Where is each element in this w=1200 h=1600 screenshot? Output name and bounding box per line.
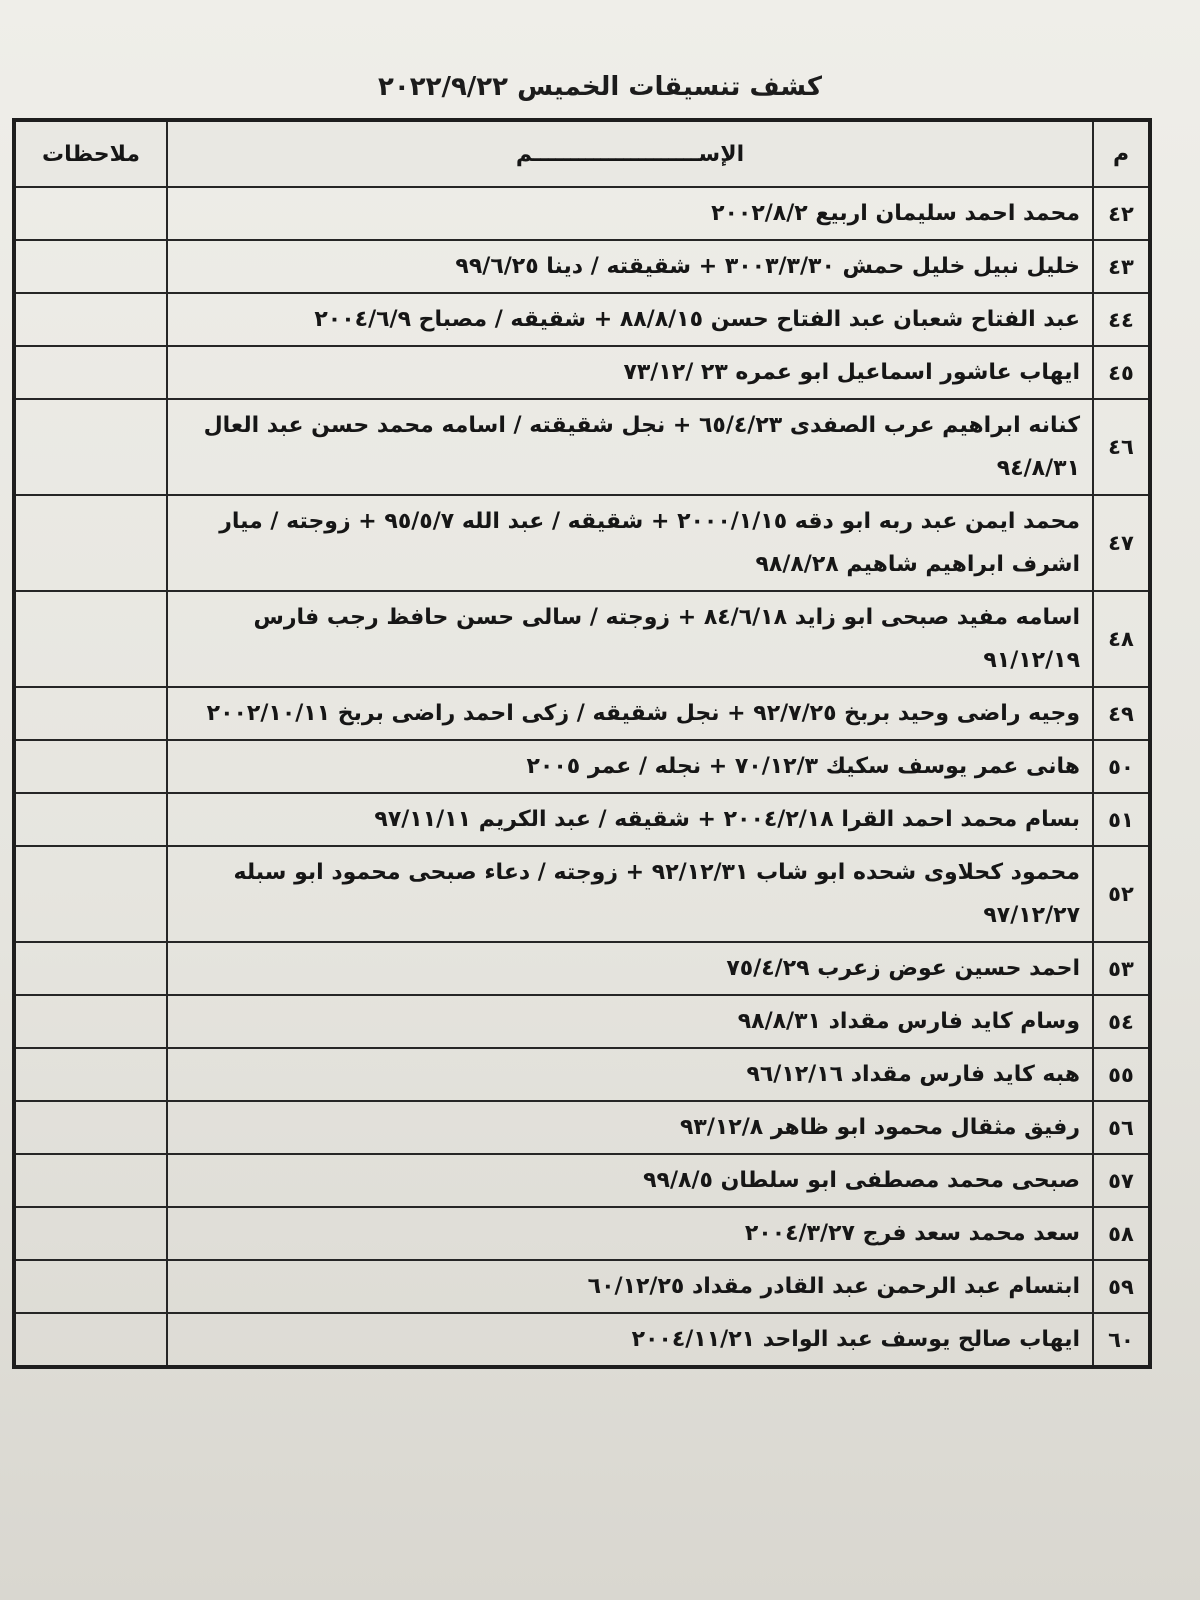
row-number: ٥٧ <box>1093 1154 1150 1207</box>
row-number: ٤٥ <box>1093 346 1150 399</box>
row-number: ٤٧ <box>1093 495 1150 591</box>
row-number: ٥٤ <box>1093 995 1150 1048</box>
row-notes <box>14 687 167 740</box>
row-name: احمد حسين عوض زعرب ٧٥/٤/٢٩ <box>167 942 1093 995</box>
table-row <box>14 793 1150 846</box>
row-name: صبحى محمد مصطفى ابو سلطان ٩٩/٨/٥ <box>167 1154 1093 1207</box>
row-name: بسام محمد احمد القرا ٢٠٠٤/٢/١٨ + شقيقه / عبد الكريم ٩٧/١١/١١ <box>167 793 1093 846</box>
row-notes <box>14 1260 167 1313</box>
header-notes: ملاحظات <box>14 120 167 187</box>
row-notes <box>14 591 167 687</box>
table-row <box>14 187 1150 240</box>
table-row <box>14 293 1150 346</box>
row-notes <box>14 846 167 942</box>
row-name: محمود كحلاوى شحده ابو شاب ٩٢/١٢/٣١ + زوجته / دعاء صبحى محمود ابو سبله ٩٧/١٢/٢٧ <box>167 846 1093 942</box>
row-notes <box>14 740 167 793</box>
table-row <box>14 1207 1150 1260</box>
row-name: خليل نبيل خليل حمش ٣٠٠٣/٣/٣٠ + شقيقته / دينا ٩٩/٦/٢٥ <box>167 240 1093 293</box>
table-row <box>14 346 1150 399</box>
row-notes <box>14 1313 167 1367</box>
row-notes <box>14 293 167 346</box>
row-name: وجيه راضى وحيد بربخ ٩٢/٧/٢٥ + نجل شقيقه / زكى احمد راضى بربخ ٢٠٠٢/١٠/١١ <box>167 687 1093 740</box>
row-name: كنانه ابراهيم عرب الصفدى ٦٥/٤/٢٣ + نجل شقيقته / اسامه محمد حسن عبد العال ٩٤/٨/٣١ <box>167 399 1093 495</box>
table-header-row <box>14 120 1150 187</box>
table-row <box>14 591 1150 687</box>
row-number: ٥٠ <box>1093 740 1150 793</box>
row-notes <box>14 1101 167 1154</box>
table-row <box>14 1154 1150 1207</box>
row-name: ايهاب صالح يوسف عبد الواحد ٢٠٠٤/١١/٢١ <box>167 1313 1093 1367</box>
row-number: ٥١ <box>1093 793 1150 846</box>
row-name: محمد ايمن عبد ربه ابو دقه ٢٠٠٠/١/١٥ + شقيقه / عبد الله ٩٥/٥/٧ + زوجته / ميار اشرف ابراهيم شاهيم ٩٨/٨/٢٨ <box>167 495 1093 591</box>
row-notes <box>14 1048 167 1101</box>
table-row <box>14 495 1150 591</box>
table-row <box>14 740 1150 793</box>
row-name: وسام كايد فارس مقداد ٩٨/٨/٣١ <box>167 995 1093 1048</box>
row-number: ٦٠ <box>1093 1313 1150 1367</box>
row-number: ٤٨ <box>1093 591 1150 687</box>
table-row <box>14 687 1150 740</box>
row-name: سعد محمد سعد فرج ٢٠٠٤/٣/٢٧ <box>167 1207 1093 1260</box>
document-title: كشف تنسيقات الخميس ٢٠٢٢/٩/٢٢ <box>377 72 823 102</box>
header-number: م <box>1093 120 1150 187</box>
row-number: ٤٩ <box>1093 687 1150 740</box>
row-name: اسامه مفيد صبحى ابو زايد ٨٤/٦/١٨ + زوجته / سالى حسن حافظ رجب فارس ٩١/١٢/١٩ <box>167 591 1093 687</box>
table-row <box>14 399 1150 495</box>
row-name: ابتسام عبد الرحمن عبد القادر مقداد ٦٠/١٢/٢٥ <box>167 1260 1093 1313</box>
row-notes <box>14 995 167 1048</box>
table-row <box>14 995 1150 1048</box>
row-notes <box>14 793 167 846</box>
row-number: ٥٣ <box>1093 942 1150 995</box>
table-row <box>14 846 1150 942</box>
table-row <box>14 1260 1150 1313</box>
row-notes <box>14 187 167 240</box>
row-notes <box>14 1207 167 1260</box>
row-number: ٤٤ <box>1093 293 1150 346</box>
row-notes <box>14 346 167 399</box>
row-name: عبد الفتاح شعبان عبد الفتاح حسن ٨٨/٨/١٥ + شقيقه / مصباح ٢٠٠٤/٦/٩ <box>167 293 1093 346</box>
row-number: ٥٩ <box>1093 1260 1150 1313</box>
row-name: هانى عمر يوسف سكيك ٧٠/١٢/٣ + نجله / عمر ٢٠٠٥ <box>167 740 1093 793</box>
table-row <box>14 1101 1150 1154</box>
row-notes <box>14 399 167 495</box>
row-number: ٤٢ <box>1093 187 1150 240</box>
table-row <box>14 1048 1150 1101</box>
row-number: ٥٨ <box>1093 1207 1150 1260</box>
row-notes <box>14 942 167 995</box>
row-notes <box>14 1154 167 1207</box>
table-row <box>14 240 1150 293</box>
row-name: محمد احمد سليمان اربيع ٢٠٠٢/٨/٢ <box>167 187 1093 240</box>
coordination-table <box>12 118 1152 1369</box>
table-row <box>14 942 1150 995</box>
row-number: ٤٦ <box>1093 399 1150 495</box>
row-number: ٥٥ <box>1093 1048 1150 1101</box>
row-number: ٥٢ <box>1093 846 1150 942</box>
row-name: ايهاب عاشور اسماعيل ابو عمره ٢٣ /٧٣/١٢ <box>167 346 1093 399</box>
row-notes <box>14 495 167 591</box>
header-name: الإســــــــــــــــــــــم <box>167 120 1093 187</box>
row-name: رفيق مثقال محمود ابو ظاهر ٩٣/١٢/٨ <box>167 1101 1093 1154</box>
row-name: هبه كايد فارس مقداد ٩٦/١٢/١٦ <box>167 1048 1093 1101</box>
table-row <box>14 1313 1150 1367</box>
row-number: ٤٣ <box>1093 240 1150 293</box>
row-notes <box>14 240 167 293</box>
row-number: ٥٦ <box>1093 1101 1150 1154</box>
